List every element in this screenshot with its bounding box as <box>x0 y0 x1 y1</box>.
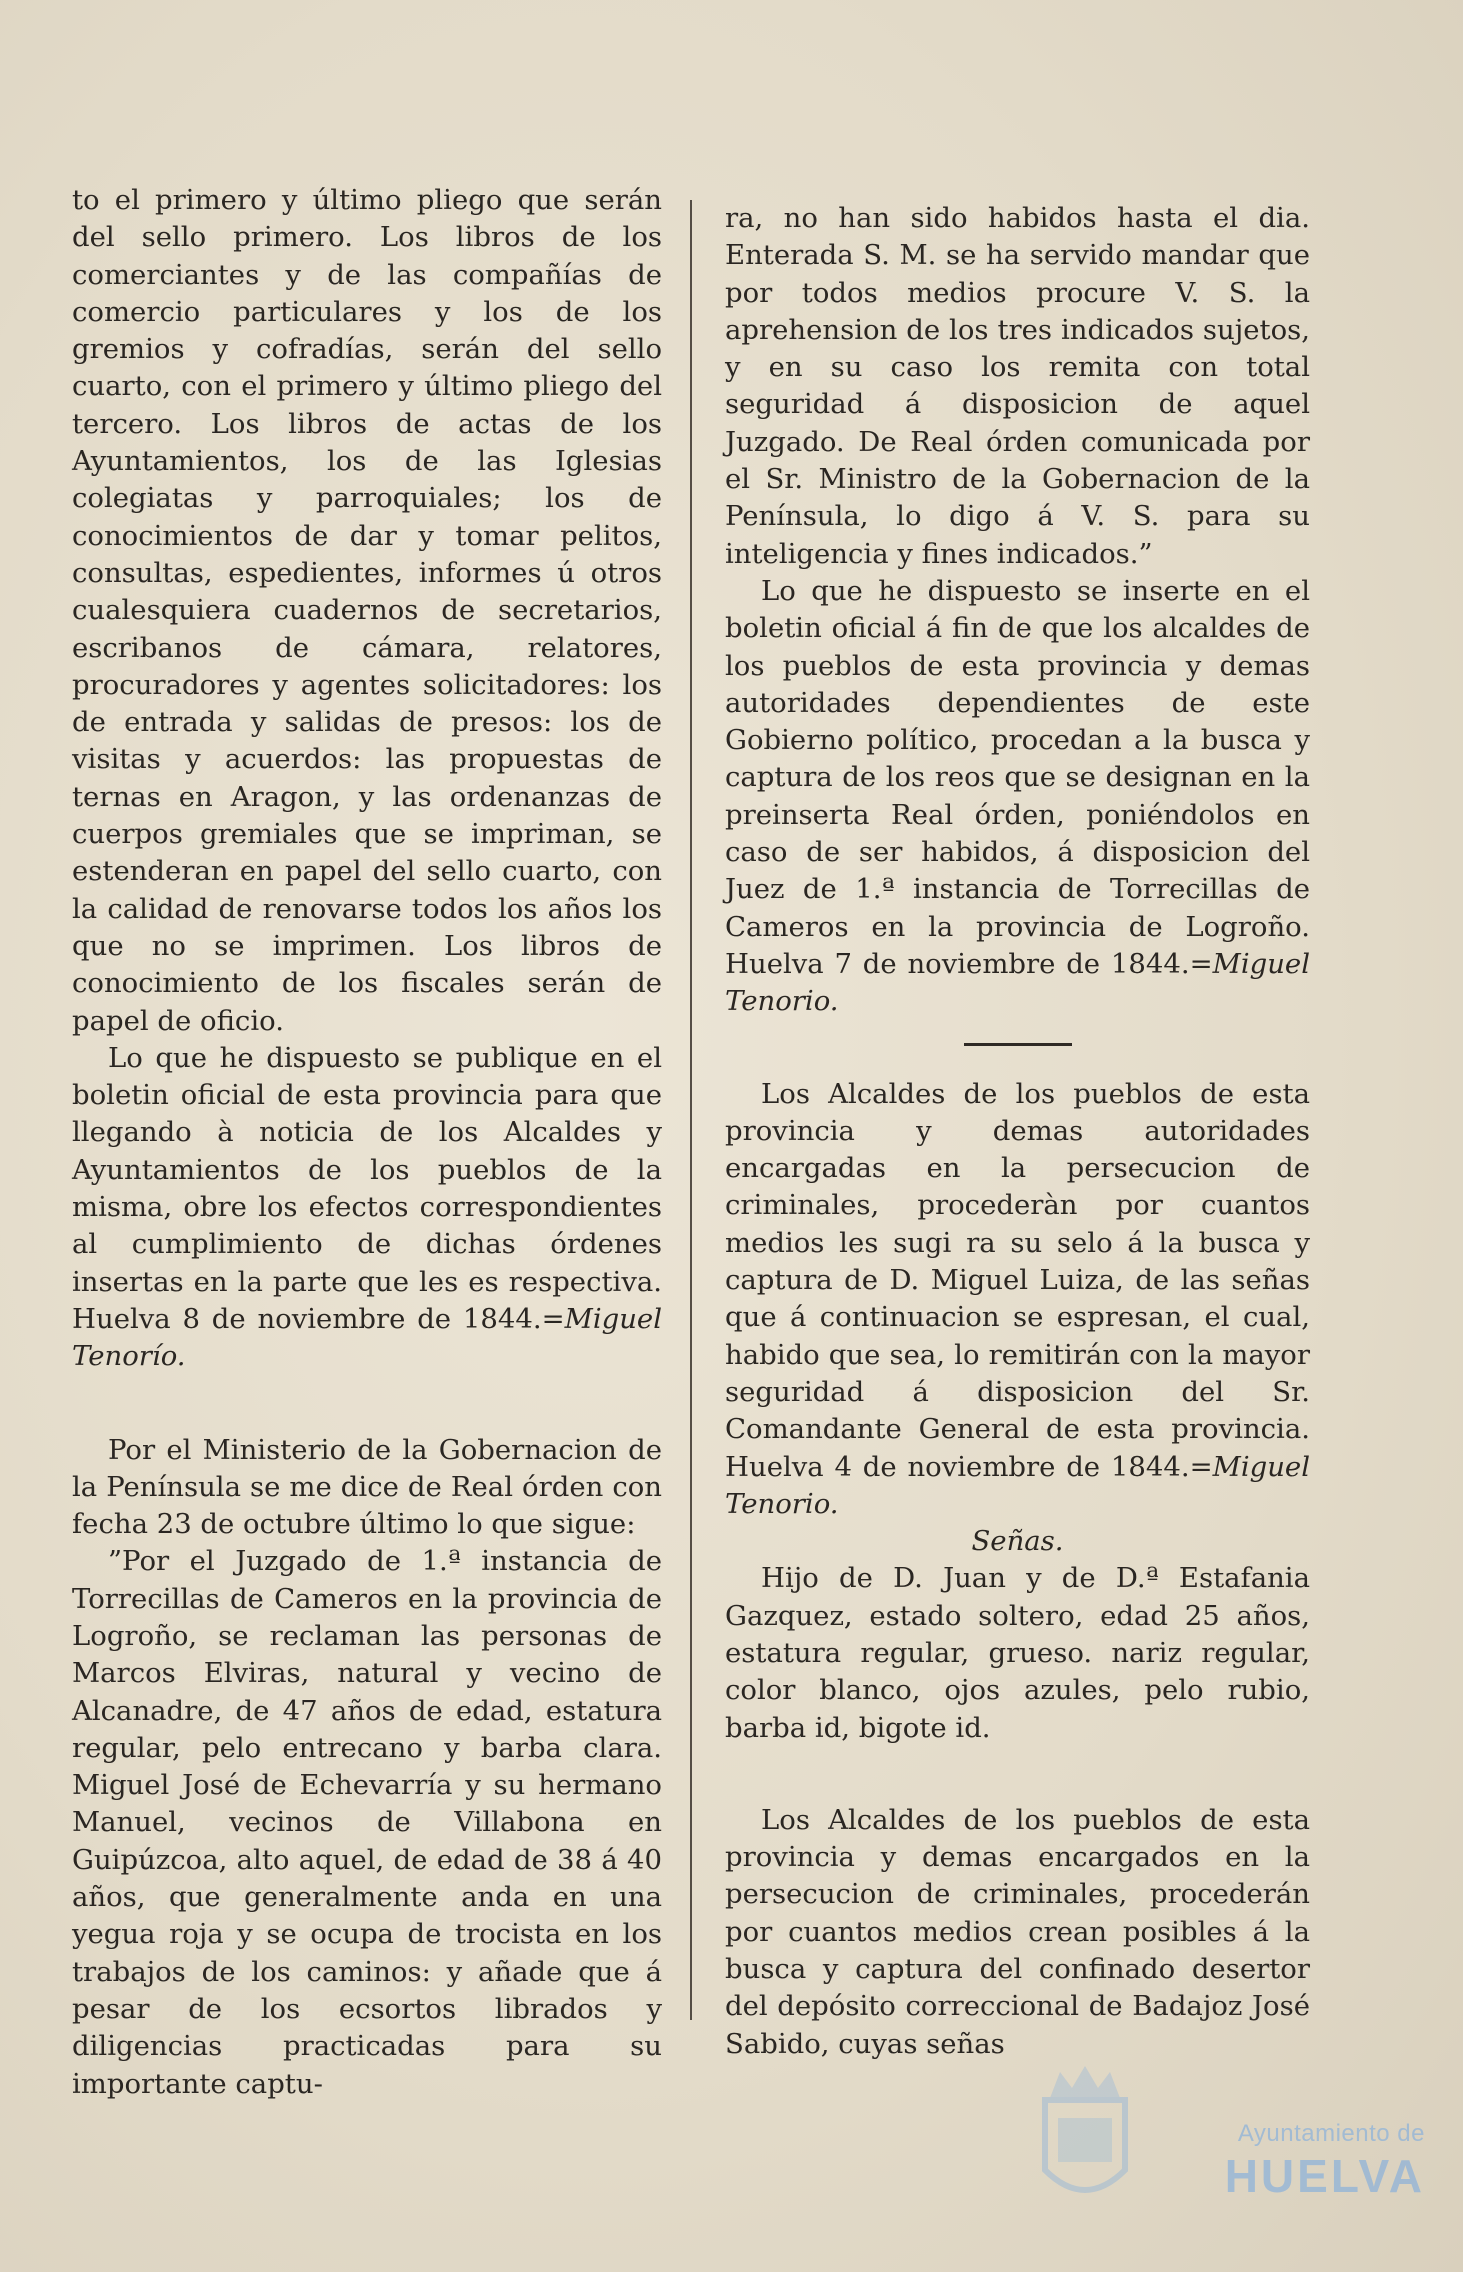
left-paragraph-ministry-intro: Por el Ministerio de la Gobernacion de la Península se me dice de Real órden con fecha 23 de octubre último lo que sigue: <box>72 1433 662 1541</box>
watermark <box>1185 2120 1425 2204</box>
luiza-notice-signature: Miguel Tenorio. <box>725 1450 1310 1520</box>
right-paragraph-insert-notice <box>725 573 1310 1021</box>
left-notice-signature: Miguel Tenorío. <box>72 1302 662 1373</box>
right-paragraph-order-end: ra, no han sido habidos hasta el dia. Enterada S. M. se ha servido mandar que por todos medios procure V. S. la aprehension de los tres indicados sujetos, y en su caso los remita con total seguridad á disposicion de aquel Juzgado. De Real órden comunicada por el Sr. Ministro de la Gobernacion de la Península, lo digo á V. S. para su inteligencia y fines indicados.” <box>725 202 1310 570</box>
right-notice-text: Lo que he dispuesto se inserte en el boletin oficial á fin de que los alcaldes de los pueblos de esta provincia y demas autoridades dependientes de este Gobierno político, procedan a la busca y captura de los reos que se designan en la preinserta Real órden, poniéndolos en caso de ser habidos, á disposicion del Juez de 1.ª instancia de Torrecillas de Cameros en la provincia de Logroño. Huelva 7 de noviembre de 1844.= <box>725 574 1310 980</box>
watermark-line1: Ayuntamiento de <box>1237 2120 1425 2147</box>
left-paragraph-royal-order: ”Por el Juzgado de 1.ª instancia de Torrecillas de Cameros en la provincia de Logroño, se reclaman las personas de Marcos Elviras, natural y vecino de Alcanadre, de 47 años de edad, estatura regular, pelo entrecano y barba clara. Miguel José de Echevarría y su hermano Manuel, vecinos de Villabona en Guipúzcoa, alto aquel, de edad de 38 á 40 años, que generalmente anda en una yegua roja y se ocupa de trocista en los trabajos de los caminos: y añade que á pesar de los ecsortos librados y diligencias practicadas para su importante captu- <box>72 1545 662 2100</box>
left-paragraph-publication-notice <box>72 1040 662 1376</box>
right-paragraph-luiza-notice <box>725 1076 1310 1524</box>
senas-heading: Señas. <box>971 1525 1064 1558</box>
left-column <box>72 182 662 2103</box>
left-notice-text: Lo que he dispuesto se publique en el boletin oficial de esta provincia para que llegando à noticia de los Alcaldes y Ayuntamientos de los pueblos de la misma, obre los efectos correspondientes al cumplimiento de dichas órdenes insertas en la parte que les es respectiva. Huelva 8 de noviembre de 1844.= <box>72 1041 662 1335</box>
column-divider <box>690 200 692 2020</box>
luiza-notice-text: Los Alcaldes de los pueblos de esta provincia y demas autoridades encargadas en la persecucion de criminales, procederàn por cuantos medios les sugi ra su selo á la busca y captura de D. Miguel Luiza, de las señas que á continuacion se espresan, el cual, habido que sea, lo remitirán con la mayor seguridad á disposicion del Sr. Comandante General de esta provincia. Huelva 4 de noviembre de 1844.= <box>725 1077 1310 1483</box>
right-paragraph-sabido-notice: Los Alcaldes de los pueblos de esta provincia y demas encargados en la persecucion de criminales, procederán por cuantos medios crean posibles á la busca y captura del confinado desertor del depósito correccional de Badajoz José Sabido, cuyas señas <box>725 1803 1310 2060</box>
right-paragraph-description: Hijo de D. Juan y de D.ª Estafania Gazquez, estado soltero, edad 25 años, estatura regular, grueso. nariz regular, color blanco, ojos azules, pelo rubio, barba id, bigote id. <box>725 1562 1310 1744</box>
huelva-coat-of-arms-icon <box>1030 2060 1140 2220</box>
watermark-line2: HUELVA <box>1224 2150 1425 2202</box>
left-paragraph-continuation: to el primero y último pliego que serán del sello primero. Los libros de los comerciantes y de las compañías de comercio particulares y los de los gremios y cofradías, serán del sello cuarto, con el primero y último pliego del tercero. Los libros de actas de los Ayuntamientos, los de las Iglesias colegiatas y parroquiales; los de conocimientos de dar y tomar pelitos, consultas, espedientes, informes ú otros cualesquiera cuadernos de secretarios, escribanos de cámara, relatores, procuradores y agentes solicitadores: los de entrada y salidas de presos: los de visitas y acuerdos: las propuestas de ternas en Aragon, y las ordenanzas de cuerpos gremiales que se impriman, se estenderan en papel del sello cuarto, con la calidad de renovarse todos los años los que no se imprimen. Los libros de conocimiento de los fiscales serán de papel de oficio. <box>72 184 662 1037</box>
right-notice-signature: Miguel Tenorio. <box>725 947 1310 1018</box>
section-divider <box>964 1043 1072 1046</box>
right-column <box>725 200 1310 2063</box>
